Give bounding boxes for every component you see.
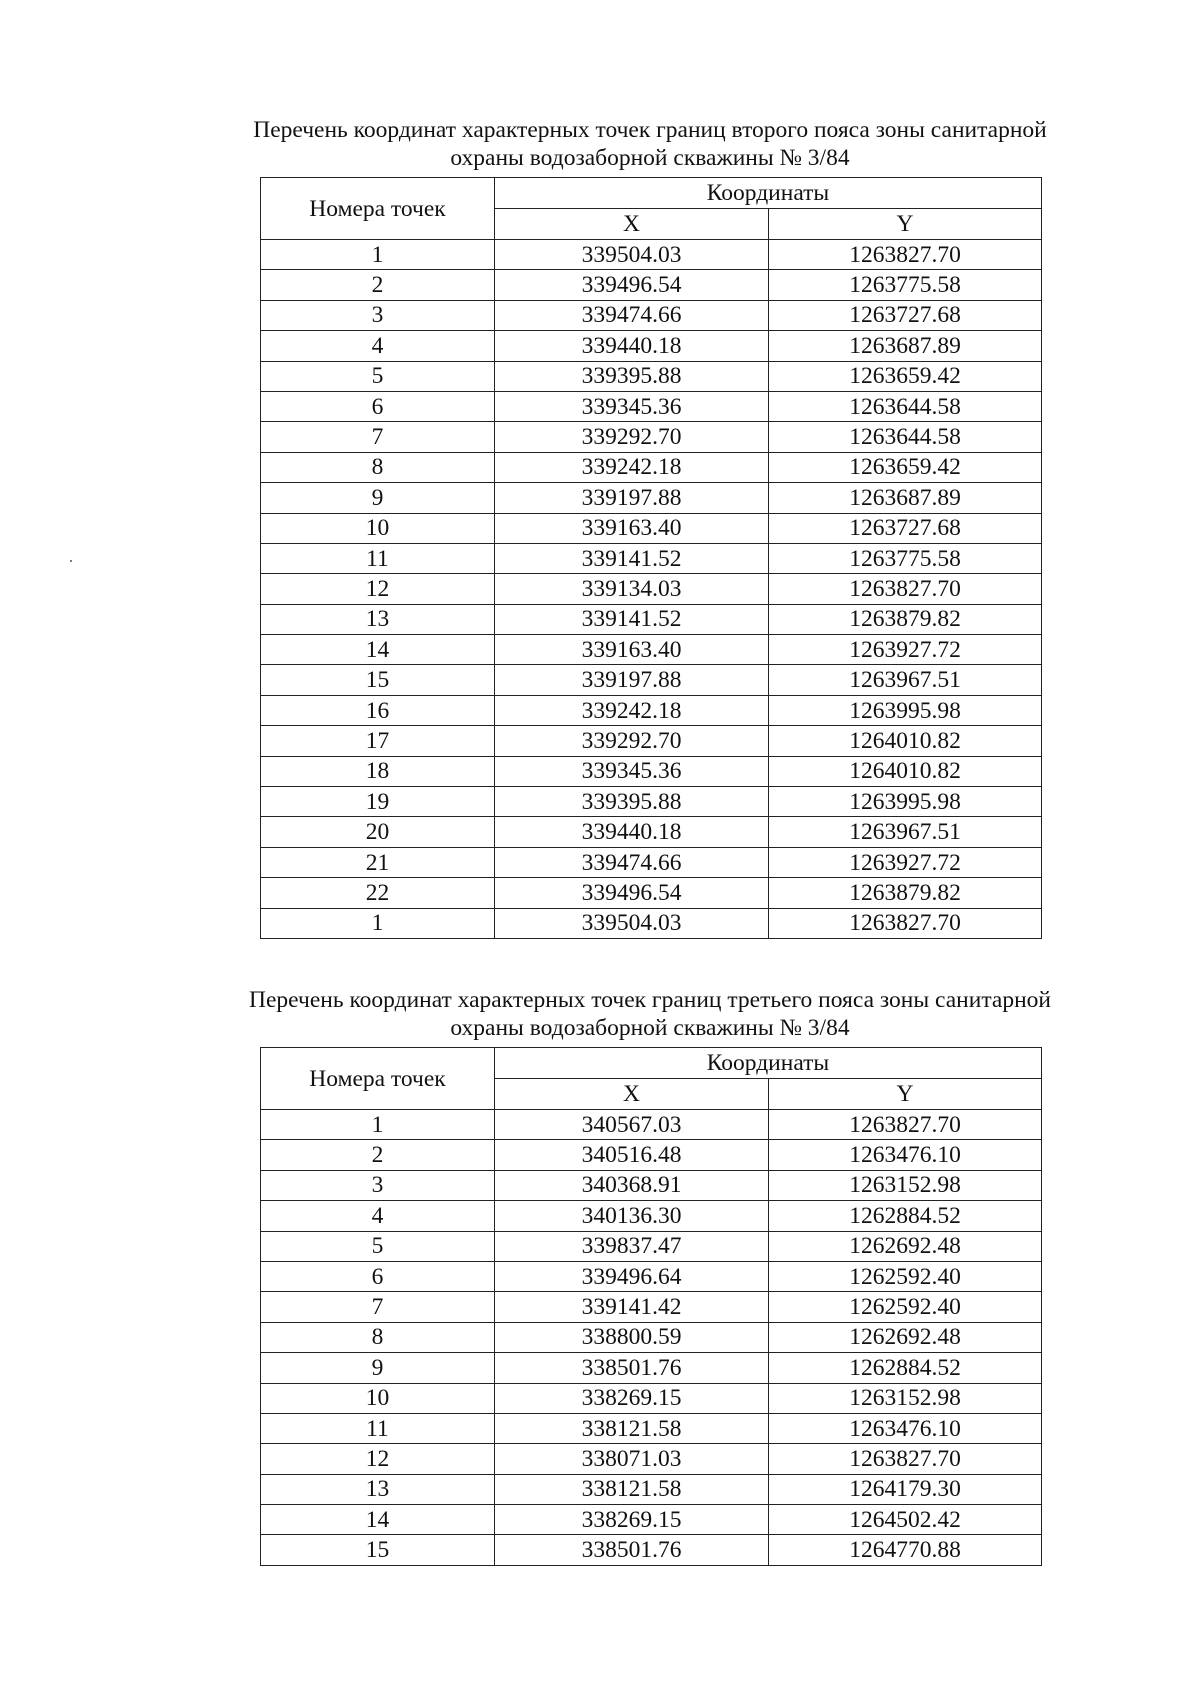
y-coordinate-cell: 1262592.40: [769, 1261, 1042, 1291]
x-coordinate-cell: 338800.59: [495, 1322, 769, 1352]
point-number-cell: 4: [261, 1201, 495, 1231]
x-coordinate-cell: 338269.15: [495, 1505, 769, 1535]
point-number-cell: 17: [261, 726, 495, 756]
y-column-header: Y: [769, 1079, 1042, 1110]
point-number-cell: 12: [261, 574, 495, 604]
point-number-cell: 13: [261, 1474, 495, 1504]
x-coordinate-cell: 338269.15: [495, 1383, 769, 1413]
y-coordinate-cell: 1263687.89: [769, 331, 1042, 361]
coordinates-table-second-belt: [260, 177, 1042, 939]
table-row: [261, 817, 1042, 847]
section-1-title-line-1: Перечень координат характерных точек границ второго пояса зоны санитарной: [253, 117, 1047, 143]
table-row: [261, 1322, 1042, 1352]
y-coordinate-cell: 1263152.98: [769, 1383, 1042, 1413]
y-coordinate-cell: 1263827.70: [769, 240, 1042, 270]
x-coordinate-cell: 339163.40: [495, 513, 769, 543]
x-coordinate-cell: 339197.88: [495, 665, 769, 695]
y-coordinate-cell: 1263644.58: [769, 422, 1042, 452]
x-coordinate-cell: 338121.58: [495, 1474, 769, 1504]
table-body: [261, 240, 1042, 939]
table-row: [261, 1261, 1042, 1291]
x-coordinate-cell: 339141.52: [495, 543, 769, 573]
table-row: [261, 908, 1042, 938]
point-number-cell: 21: [261, 847, 495, 877]
x-coordinate-cell: 338071.03: [495, 1444, 769, 1474]
x-coordinate-cell: 339242.18: [495, 452, 769, 482]
section-2-title-line-2: охраны водозаборной скважины № 3/84: [450, 1015, 850, 1041]
point-number-cell: 8: [261, 1322, 495, 1352]
point-number-cell: 7: [261, 1292, 495, 1322]
table-row: [261, 543, 1042, 573]
point-number-cell: 10: [261, 513, 495, 543]
section-1-title: [150, 116, 1150, 172]
x-column-header: X: [495, 209, 769, 240]
point-number-cell: 1: [261, 908, 495, 938]
point-number-cell: 3: [261, 1170, 495, 1200]
x-coordinate-cell: 340136.30: [495, 1201, 769, 1231]
y-coordinate-cell: 1263995.98: [769, 787, 1042, 817]
x-coordinate-cell: 339292.70: [495, 422, 769, 452]
x-coordinate-cell: 338121.58: [495, 1413, 769, 1443]
x-coordinate-cell: 339395.88: [495, 787, 769, 817]
y-coordinate-cell: 1263476.10: [769, 1413, 1042, 1443]
point-number-cell: 15: [261, 1535, 495, 1565]
coordinates-column-header: Координаты: [495, 178, 1042, 209]
y-coordinate-cell: 1263967.51: [769, 665, 1042, 695]
x-coordinate-cell: 338501.76: [495, 1353, 769, 1383]
y-coordinate-cell: 1263827.70: [769, 1110, 1042, 1140]
point-number-cell: 9: [261, 1353, 495, 1383]
table-row: [261, 361, 1042, 391]
x-coordinate-cell: 339197.88: [495, 483, 769, 513]
table-row: [261, 1505, 1042, 1535]
x-coordinate-cell: 339141.52: [495, 604, 769, 634]
table-row: [261, 270, 1042, 300]
table-row: [261, 878, 1042, 908]
x-coordinate-cell: 338501.76: [495, 1535, 769, 1565]
y-coordinate-cell: 1262692.48: [769, 1231, 1042, 1261]
table-row: [261, 1353, 1042, 1383]
x-coordinate-cell: 339474.66: [495, 847, 769, 877]
y-coordinate-cell: 1263659.42: [769, 361, 1042, 391]
point-number-cell: 1: [261, 240, 495, 270]
table-row: [261, 1474, 1042, 1504]
x-coordinate-cell: 339440.18: [495, 331, 769, 361]
x-coordinate-cell: 339141.42: [495, 1292, 769, 1322]
point-number-cell: 16: [261, 695, 495, 725]
y-coordinate-cell: 1263644.58: [769, 391, 1042, 421]
y-coordinate-cell: 1263727.68: [769, 513, 1042, 543]
x-coordinate-cell: 339496.64: [495, 1261, 769, 1291]
x-coordinate-cell: 339395.88: [495, 361, 769, 391]
y-coordinate-cell: 1264179.30: [769, 1474, 1042, 1504]
table-row: [261, 787, 1042, 817]
point-number-cell: 6: [261, 391, 495, 421]
point-number-cell: 14: [261, 635, 495, 665]
table-row: [261, 240, 1042, 270]
table-row: [261, 1170, 1042, 1200]
table-row: [261, 604, 1042, 634]
y-coordinate-cell: 1263995.98: [769, 695, 1042, 725]
scan-speck: [70, 560, 72, 562]
table-row: [261, 331, 1042, 361]
x-coordinate-cell: 339837.47: [495, 1231, 769, 1261]
table-row: [261, 391, 1042, 421]
y-coordinate-cell: 1263687.89: [769, 483, 1042, 513]
y-coordinate-cell: 1263879.82: [769, 604, 1042, 634]
x-coordinate-cell: 339474.66: [495, 300, 769, 330]
section-2-title: [150, 986, 1150, 1042]
table-row: [261, 1201, 1042, 1231]
table-body: [261, 1110, 1042, 1566]
x-coordinate-cell: 339292.70: [495, 726, 769, 756]
table-row: [261, 1292, 1042, 1322]
y-coordinate-cell: 1263775.58: [769, 270, 1042, 300]
y-coordinate-cell: 1263927.72: [769, 635, 1042, 665]
point-number-cell: 1: [261, 1110, 495, 1140]
table-row: [261, 452, 1042, 482]
point-number-cell: 8: [261, 452, 495, 482]
point-number-cell: 7: [261, 422, 495, 452]
point-number-cell: 18: [261, 756, 495, 786]
x-coordinate-cell: 339163.40: [495, 635, 769, 665]
x-coordinate-cell: 339345.36: [495, 756, 769, 786]
y-coordinate-cell: 1262884.52: [769, 1201, 1042, 1231]
point-number-cell: 2: [261, 270, 495, 300]
y-coordinate-cell: 1264010.82: [769, 726, 1042, 756]
y-coordinate-cell: 1263879.82: [769, 878, 1042, 908]
table-row: [261, 422, 1042, 452]
x-column-header: X: [495, 1079, 769, 1110]
table-row: [261, 726, 1042, 756]
table-row: [261, 513, 1042, 543]
y-coordinate-cell: 1264010.82: [769, 756, 1042, 786]
x-coordinate-cell: 339504.03: [495, 240, 769, 270]
y-coordinate-cell: 1262692.48: [769, 1322, 1042, 1352]
point-number-cell: 13: [261, 604, 495, 634]
point-number-cell: 5: [261, 1231, 495, 1261]
table-row: [261, 756, 1042, 786]
points-column-header: Номера точек: [261, 1048, 495, 1110]
table-row: [261, 300, 1042, 330]
y-coordinate-cell: 1263727.68: [769, 300, 1042, 330]
x-coordinate-cell: 340516.48: [495, 1140, 769, 1170]
point-number-cell: 11: [261, 1413, 495, 1443]
x-coordinate-cell: 339504.03: [495, 908, 769, 938]
point-number-cell: 20: [261, 817, 495, 847]
point-number-cell: 14: [261, 1505, 495, 1535]
y-coordinate-cell: 1263827.70: [769, 908, 1042, 938]
y-coordinate-cell: 1263152.98: [769, 1170, 1042, 1200]
x-coordinate-cell: 339134.03: [495, 574, 769, 604]
table-row: [261, 635, 1042, 665]
table-row: [261, 483, 1042, 513]
point-number-cell: 3: [261, 300, 495, 330]
table-row: [261, 1413, 1042, 1443]
table-row: [261, 695, 1042, 725]
y-coordinate-cell: 1263827.70: [769, 574, 1042, 604]
table-row: [261, 847, 1042, 877]
point-number-cell: 22: [261, 878, 495, 908]
y-coordinate-cell: 1263967.51: [769, 817, 1042, 847]
section-2-title-line-1: Перечень координат характерных точек границ третьего пояса зоны санитарной: [249, 987, 1051, 1013]
y-coordinate-cell: 1263827.70: [769, 1444, 1042, 1474]
x-coordinate-cell: 340368.91: [495, 1170, 769, 1200]
y-coordinate-cell: 1263927.72: [769, 847, 1042, 877]
points-column-header: Номера точек: [261, 178, 495, 240]
point-number-cell: 9: [261, 483, 495, 513]
table-row: [261, 1535, 1042, 1565]
table-row: [261, 574, 1042, 604]
x-coordinate-cell: 339496.54: [495, 270, 769, 300]
y-coordinate-cell: 1263775.58: [769, 543, 1042, 573]
y-coordinate-cell: 1262884.52: [769, 1353, 1042, 1383]
point-number-cell: 4: [261, 331, 495, 361]
table-row: [261, 1383, 1042, 1413]
point-number-cell: 6: [261, 1261, 495, 1291]
coordinates-table-third-belt: [260, 1047, 1042, 1566]
point-number-cell: 15: [261, 665, 495, 695]
x-coordinate-cell: 340567.03: [495, 1110, 769, 1140]
point-number-cell: 5: [261, 361, 495, 391]
table-row: [261, 1110, 1042, 1140]
y-coordinate-cell: 1262592.40: [769, 1292, 1042, 1322]
coordinates-column-header: Координаты: [495, 1048, 1042, 1079]
section-1-title-line-2: охраны водозаборной скважины № 3/84: [450, 145, 850, 171]
x-coordinate-cell: 339242.18: [495, 695, 769, 725]
table-row: [261, 665, 1042, 695]
table-row: [261, 1140, 1042, 1170]
point-number-cell: 11: [261, 543, 495, 573]
point-number-cell: 12: [261, 1444, 495, 1474]
y-coordinate-cell: 1263476.10: [769, 1140, 1042, 1170]
y-coordinate-cell: 1264502.42: [769, 1505, 1042, 1535]
x-coordinate-cell: 339345.36: [495, 391, 769, 421]
y-column-header: Y: [769, 209, 1042, 240]
point-number-cell: 19: [261, 787, 495, 817]
y-coordinate-cell: 1264770.88: [769, 1535, 1042, 1565]
x-coordinate-cell: 339440.18: [495, 817, 769, 847]
x-coordinate-cell: 339496.54: [495, 878, 769, 908]
point-number-cell: 2: [261, 1140, 495, 1170]
table-row: [261, 1231, 1042, 1261]
y-coordinate-cell: 1263659.42: [769, 452, 1042, 482]
point-number-cell: 10: [261, 1383, 495, 1413]
table-row: [261, 1444, 1042, 1474]
